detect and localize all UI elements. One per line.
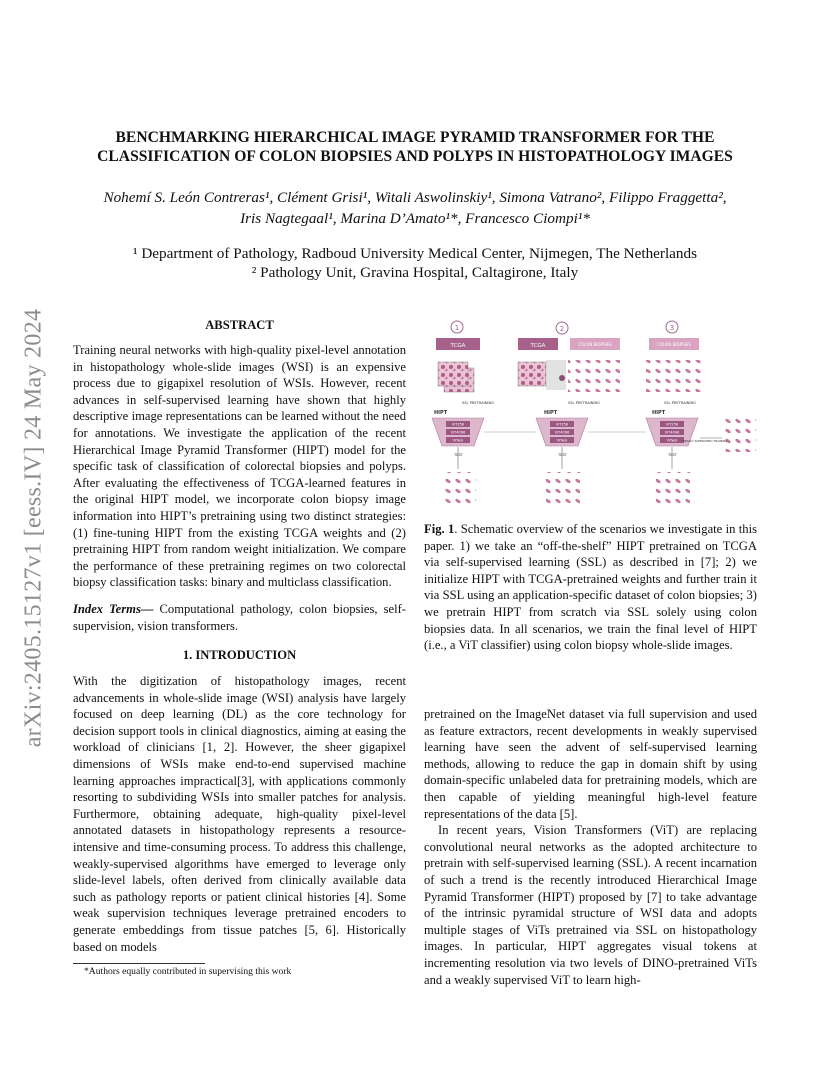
fig-caption-label: Fig. 1 (424, 522, 455, 536)
scenario-1 (432, 321, 494, 504)
colon-label-2: COLON BIOPSIES (578, 342, 612, 347)
tcga-label-1: TCGA (450, 343, 466, 349)
affiliations (70, 244, 760, 282)
test-label-2: TEST (558, 453, 567, 457)
colon-patches-2 (568, 360, 620, 392)
figure-caption (424, 521, 757, 654)
vitwsi-label-2: ViTwsi (556, 438, 568, 443)
arxiv-stamp-text: arXiv:2405.15127v1 [eess.IV] 24 May 2024 (20, 308, 47, 748)
vit256-label-2: ViT256 (555, 422, 569, 427)
intro-heading: 1. INTRODUCTION (182, 648, 297, 663)
weak-train-label: WEAKLY SUPERVISED TRAINING (682, 439, 728, 443)
test-biopsies-1 (442, 472, 476, 504)
ssl-label-3: SSL PRETRAINING (664, 401, 696, 405)
hipt-label-3: HIPT (652, 410, 666, 416)
scenario-3 (646, 321, 756, 504)
test-biopsies-3 (656, 472, 690, 504)
scenario-2 (518, 322, 620, 504)
scenario-2-number: 2 (559, 325, 565, 333)
fig-caption-text: . Schematic overview of the scenarios we investigate in this paper. 1) we take an “off-the-shelf” HIPT pretrained on TCGA via self-supervised learning (SSL) as described in [7]; 2) we initialize HIPT with TCGA-pretrained weights and further train it via SSL using an application-specific dataset of colon biopsies; 3) we pretrain HIPT from scratch via SSL solely using colon biopsies data. In all scenarios, we train the final level of HIPT (i.e., a ViT classifier) using colon biopsy whole-slide images. (424, 522, 757, 653)
hipt-label-1: HIPT (434, 410, 448, 416)
vitwsi-label-1: ViTwsi (452, 438, 464, 443)
index-terms (73, 601, 406, 634)
vit4096-label-1: ViT4096 (450, 430, 466, 435)
authors (70, 187, 760, 229)
vit4096-label-3: ViT4096 (664, 430, 680, 435)
vit256-label-1: ViT256 (451, 422, 465, 427)
right-column-body (424, 706, 757, 988)
vitwsi-label-3: ViTwsi (666, 438, 678, 443)
test-biopsies-2 (546, 472, 580, 504)
footnote-rule (73, 963, 205, 964)
combine-dot-2 (559, 375, 565, 381)
vit4096-label-2: ViT4096 (554, 430, 570, 435)
footnote: *Authors equally contributed in supervising this work (84, 966, 292, 977)
title-line-1: BENCHMARKING HIERARCHICAL IMAGE PYRAMID TRANSFORMER FOR THE (115, 129, 715, 146)
intro-text: With the digitization of histopathology images, recent advancements in whole-slide image (WSI) analysis have largely focused on deep learning (DL) as the core technology for decision support tools in clinical diagnostics, aiming at easing the workload of clinicians [1, 2]. However, the sheer gigapixel dimensions of WSIs make end-to-end supervised machine learning approaches impractical[3], with applications commonly resorting to subdividing WSIs into smaller patches for analysis. Furthermore, obtaining adequate, high-quality pixel-level annotated datasets in histopathology represents a resource-intensive and time-consuming process. To address this challenge, weakly-supervised algorithms have emerged to leverage only slide-level labels, often derived from clinically available data such as pathology reports or patient clinical histories [4]. Some weak supervision techniques leverage pretrained encoders to generate embeddings from tissue patches [5, 6]. Historically based on models (73, 674, 406, 954)
fig-caption-paragraph (424, 521, 757, 654)
tcga-label-2: TCGA (530, 343, 546, 349)
figure-1-diagram (424, 316, 760, 512)
abstract-section (73, 318, 406, 955)
scenario-3-number: 3 (669, 324, 675, 332)
scenario-1-number: 1 (454, 324, 460, 332)
colon-patches-3 (646, 360, 704, 392)
hipt-label-2: HIPT (544, 410, 558, 416)
affiliation-2: ² Pathology Unit, Gravina Hospital, Caltagirone, Italy (251, 264, 579, 281)
arxiv-stamp (14, 268, 54, 788)
index-terms-label: Index Terms— (73, 601, 154, 616)
paper-title (70, 128, 760, 166)
right-paragraph-2: In recent years, Vision Transformers (ViT) are replacing convolutional neural networks as the adopted architecture to pretrain with self-supervised learning (SSL). A recent incarnation of such a trend is the recently introduced Hierarchical Image Pyramid Transformer (HIPT) proposed by [7] to take advantage of the intrinsic pyramidal structure of WSI data and adopts multiple stages of ViTs pretrained via SSL on histopathology images. In particular, HIPT aggregates visual tokens at incrementing resolution via two levels of DINO-pretrained ViTs and a weakly supervised ViT to learn high- (424, 823, 757, 987)
tcga-tile-2 (518, 362, 546, 386)
abstract-heading: ABSTRACT (205, 318, 274, 332)
affiliation-1: ¹ Department of Pathology, Radboud University Medical Center, Nijmegen, The Netherlands (132, 245, 698, 262)
ssl-label-1: SSL PRETRAINING (462, 401, 494, 405)
abstract-text: Training neural networks with high-quality pixel-level annotation in histopathology whole-slide images (WSI) is an expensive process due to gigapixel resolution of WSIs. However, recent advances in self-supervised learning have shown that highly descriptive image representations can be learned without the need for annotations. We investigate the application of the recent Hierarchical Image Pyramid Transformer (HIPT) model for the specific task of classification of colorectal biopsies and polyps. After evaluating the effectiveness of TCGA-learned features in the original HIPT model, we incorporate colon biopsy image information into HIPT’s pretraining using two distinct strategies: (1) fine-tuning HIPT from the existing TCGA weights and (2) pretraining HIPT from random weight initialization. We compare the performance of these pretraining regimes on two colorectal biopsy classification tasks: binary and multiclass classification. (73, 343, 406, 590)
weak-train-biopsies (722, 418, 756, 452)
authors-line-1: Nohemí S. León Contreras¹, Clément Grisi¹, Witali Aswolinskiy¹, Simona Vatrano², Filippo Fraggetta², (103, 189, 727, 206)
title-line-2: CLASSIFICATION OF COLON BIOPSIES AND POLYPS IN HISTOPATHOLOGY IMAGES (97, 148, 733, 165)
vit256-label-3: ViT256 (665, 422, 679, 427)
tcga-tile-front-1 (438, 362, 468, 386)
authors-line-2: Iris Nagtegaal¹, Marina D’Amato¹*, Francesco Ciompi¹* (240, 210, 590, 227)
colon-label-3: COLON BIOPSIES (657, 342, 691, 347)
test-label-1: TEST (454, 453, 463, 457)
right-paragraph-1: pretrained on the ImageNet dataset via full supervision and used as feature extractors, recent developments in weakly supervised learning have seen the advent of self-supervised learning methods, allowing to reduce the gap in domain shift by using domain-specific unlabeled data for pretraining models, which are then capable of yielding meaningful high-level feature representations of the data [5]. (424, 707, 757, 821)
tcga-stack-2 (546, 360, 566, 390)
figure-1 (424, 316, 760, 512)
test-label-3: TEST (668, 453, 677, 457)
ssl-label-2: SSL PRETRAINING (568, 401, 600, 405)
index-terms-text: Computational pathology, colon biopsies, self-supervision, vision transformers. (73, 601, 406, 633)
